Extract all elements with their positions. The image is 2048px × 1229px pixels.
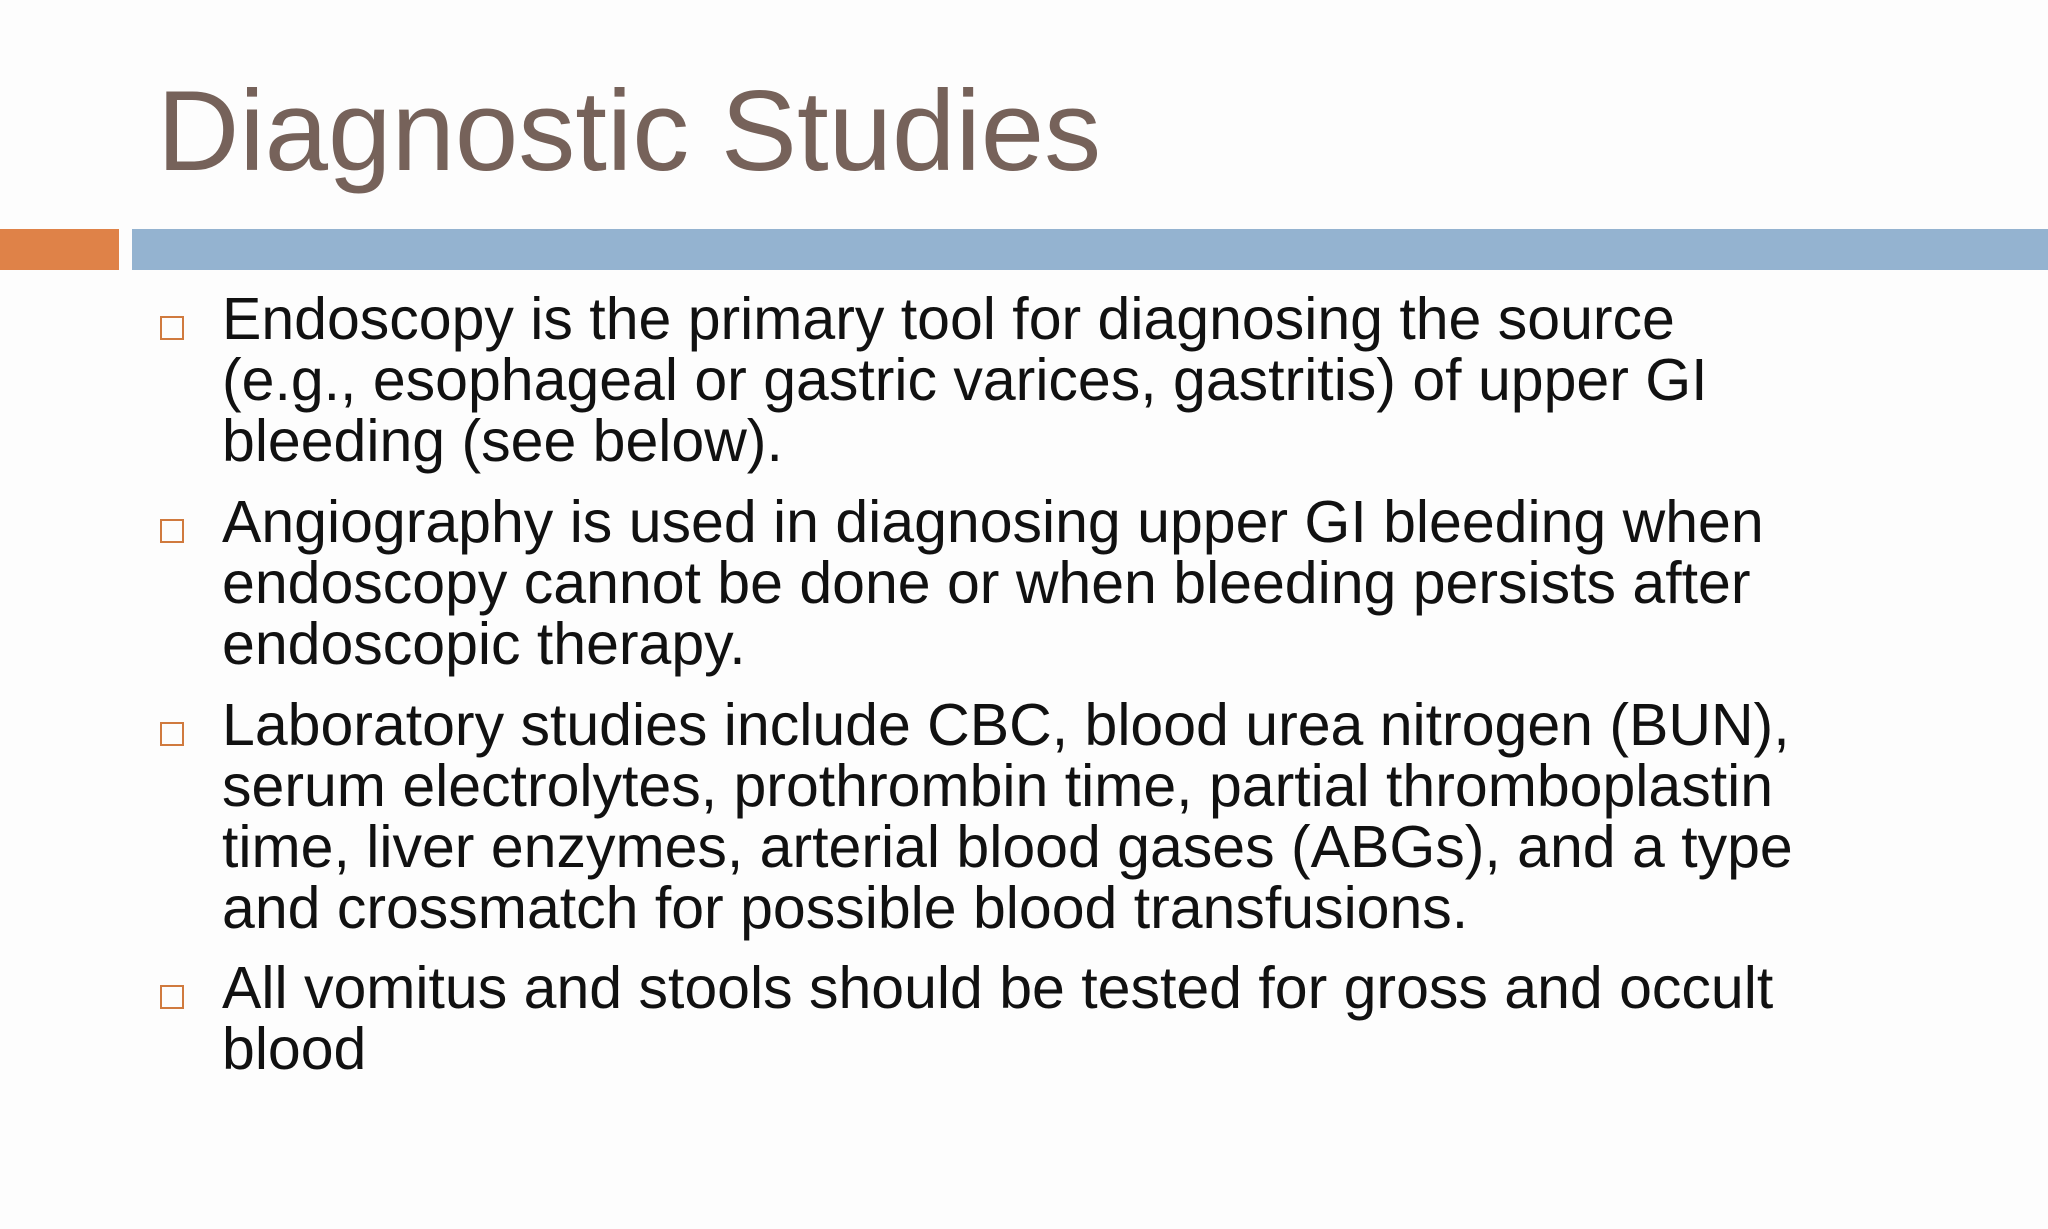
hollow-square-icon <box>160 985 184 1009</box>
hollow-square-icon <box>160 519 184 543</box>
hollow-square-icon <box>160 722 184 746</box>
slide-title: Diagnostic Studies <box>157 68 1102 195</box>
bullet-text: Angiography is used in diagnosing upper GI bleeding when endoscopy cannot be done or when bleeding persists after endoscopic therapy. <box>222 489 1764 677</box>
bullet-text: All vomitus and stools should be tested for gross and occult blood <box>222 955 1774 1082</box>
hollow-square-icon <box>160 316 184 340</box>
bullet-text: Endoscopy is the primary tool for diagnosing the source (e.g., esophageal or gastric varices, gastritis) of upper GI bleeding (see below). <box>222 286 1708 474</box>
bullet-text: Laboratory studies include CBC, blood urea nitrogen (BUN), serum electrolytes, prothrombin time, partial thromboplastin time, liver enzymes, arterial blood gases (ABGs), and a type and crossmatch for possible blood transfusions. <box>222 692 1793 941</box>
